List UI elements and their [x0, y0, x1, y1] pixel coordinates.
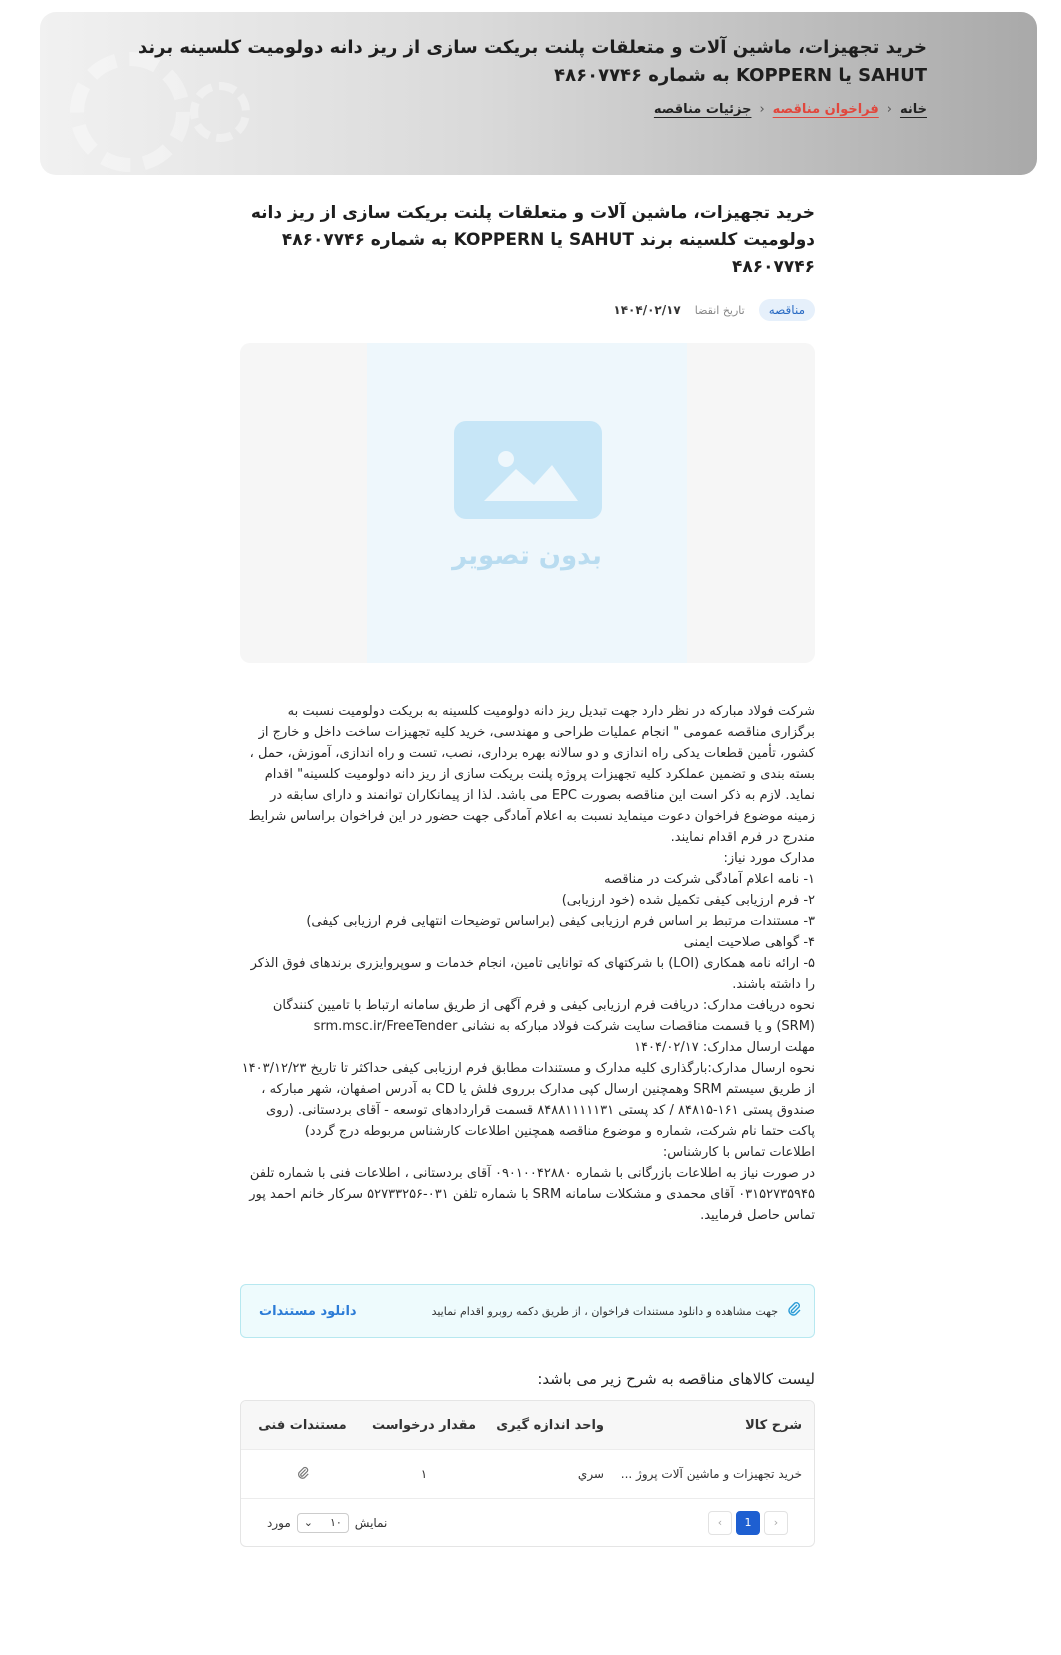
- expiry-date: ۱۴۰۴/۰۲/۱۷: [613, 303, 681, 317]
- column-header: مستندات فنی: [258, 1417, 347, 1433]
- technical-docs-cell: [241, 1466, 364, 1483]
- image-icon: [454, 421, 602, 519]
- required-doc: ۱- نامه اعلام آمادگی شرکت در مناقصه: [604, 872, 815, 887]
- breadcrumb-home[interactable]: خانه: [899, 102, 927, 117]
- post-image: [240, 343, 815, 663]
- table-header: [241, 1401, 814, 1449]
- column-header: مقدار درخواست: [371, 1417, 477, 1433]
- page-title: خرید تجهیزات، ماشین آلات و متعلقات پلنت بریکت سازی از ریز دانه دولومیت کلسینه برند SAHUT یا KOPPERN به شماره ۴۸۶۰۷۷۴۶: [138, 37, 927, 86]
- image-placeholder: [367, 343, 687, 663]
- tender-description: [240, 701, 815, 1226]
- chevron-left-icon: ‹: [759, 102, 765, 117]
- breadcrumb-current[interactable]: جزئیات مناقصه: [653, 102, 752, 117]
- goods-list-title: لیست کالاهای مناقصه به شرح زیر می باشد:: [537, 1370, 815, 1388]
- page-size-control: [267, 1513, 387, 1533]
- attachment-icon[interactable]: [296, 1469, 310, 1483]
- contact-info: در صورت نیاز به اطلاعات بازرگانی با شماره ۰۹۰۱۰۰۴۲۸۸۰ آقای بردستانی ، اطلاعات فنی با شماره تلفن ۰۳۱۵۲۷۳۵۹۴۵ آقای محمدی و مشکلات سامانه SRM با شماره تلفن ۰۳۱-۵۲۷۳۳۲۵۶ سرکار خانم احمد پور تماس حاصل فرمایید.: [249, 1166, 815, 1223]
- post-title: خرید تجهیزات، ماشین آلات و متعلقات پلنت بریکت سازی از ریز دانه دولومیت کلسینه برند SAHUT یا KOPPERN به شماره ۴۸۶۰۷۷۴۶ ۴۸۶۰۷۷۴۶: [250, 203, 815, 277]
- cell-quantity: ۱: [420, 1467, 428, 1481]
- column-header: شرح کالا: [745, 1417, 802, 1433]
- page-button[interactable]: 1: [736, 1511, 760, 1535]
- post-meta: [240, 297, 815, 323]
- send-method: نحوه ارسال مدارک:بارگذاری کلیه مدارک و مستندات مطابق فرم ارزیابی کیفی حداکثر تا تاریخ ۱۴۰۳/۱۲/۲۳ از طریق سیستم SRM وهمچنین ارسال کپی مدارک برروی فلش یا CD به آدرس اصفهان، شهر مبارکه ، صندوق پستی ۱۶۱-۸۴۸۱۵ / کد پستی ۸۴۸۸۱۱۱۱۱۳۱ قسمت قراردادهای توسعه - آقای بردستانی. (روی پاکت حتما نام شرکت، شماره و موضوع مناقصه همچنین اطلاعات کارشناس مربوطه درج گردد): [241, 1061, 815, 1139]
- required-doc: ۳- مستندات مرتبط بر اساس فرم ارزیابی کیفی (براساس توضیحات انتهایی فرم ارزیابی کیفی): [306, 914, 815, 929]
- receive-method: نحوه دریافت مدارک: دریافت فرم ارزیابی کیفی و فرم آگهی از طریق سامانه ارتباط با تامیین کنندگان (SRM) و یا قسمت مناقصات سایت شرکت فولاد مبارکه به نشانی srm.msc.ir/FreeTender: [272, 998, 815, 1034]
- column-header: واحد اندازه گیری: [496, 1417, 604, 1433]
- show-label: نمایش: [354, 1515, 388, 1530]
- breadcrumb-tenders[interactable]: فراخوان مناقصه: [772, 102, 879, 117]
- next-page-icon[interactable]: ›: [764, 1511, 788, 1535]
- download-notice: [240, 1284, 815, 1338]
- pagination: [708, 1511, 788, 1535]
- breadcrumb: [654, 102, 927, 117]
- chevron-left-icon: ‹: [886, 102, 892, 117]
- cell-unit: سري: [577, 1467, 604, 1481]
- goods-table: [240, 1400, 815, 1547]
- required-doc: ۵- ارائه نامه همکاری (LOI) با شرکتهای که توانایی تامین، انجام خدمات و سوپروایزری برندهای فوق الذکر را داشته باشند.: [250, 956, 815, 992]
- contact-heading: اطلاعات تماس با کارشناس:: [662, 1145, 815, 1160]
- item-label: مورد: [267, 1515, 291, 1530]
- table-row: [241, 1449, 814, 1498]
- required-doc: ۴- گواهی صلاحیت ایمنی: [683, 935, 815, 950]
- no-image-caption: بدون تصویر: [452, 541, 602, 571]
- gear-decoration: [190, 82, 250, 142]
- cell-description: خرید تجهیزات و ماشین آلات پروژ ...: [620, 1467, 802, 1481]
- tender-detail: [240, 200, 815, 1547]
- download-documents-link[interactable]: دانلود مستندات: [259, 1303, 357, 1319]
- intro-paragraph: شرکت فولاد مبارکه در نظر دارد جهت تبدیل ریز دانه دولومیت کلسینه به بریکت دولومیت نسبت به برگزاری مناقصه عمومی " انجام عملیات طراحی و مهندسی، خرید کلیه تجهیزات ساخت داخل و خارج از کشور، تأمین قطعات یدکی راه اندازی و دو سالانه بهره برداری، نصب، تست و راه اندازی، آموزش، حمل ، بسته بندی و تضمین عملکرد کلیه تجهیزات پروژه پلنت بریکت سازی از ریز دانه دولومیت کلسینه" اقدام نماید. لازم به ذکر است این مناقصه بصورت EPC می باشد. لذا از پیمانکاران توانمند و دارای سابقه در زمینه موضوع فراخوان دعوت مینماید نسبت به اعلام آمادگی جهت حضور در این فراخوان براساس شرایط مندرج در فرم اقدام نمایند.: [248, 704, 815, 845]
- prev-page-icon[interactable]: ‹: [708, 1511, 732, 1535]
- chevron-down-icon: ⌄: [303, 1516, 313, 1529]
- required-doc: ۲- فرم ارزیابی کیفی تکمیل شده (خود ارزیابی): [561, 893, 815, 908]
- page-size-select[interactable]: [297, 1513, 349, 1533]
- deadline: مهلت ارسال مدارک: ۱۴۰۴/۰۲/۱۷: [634, 1040, 815, 1055]
- page-size-value: ۱۰: [329, 1516, 342, 1529]
- paperclip-icon: [786, 1301, 802, 1321]
- tender-type-badge[interactable]: مناقصه: [759, 299, 815, 321]
- notice-text: جهت مشاهده و دانلود مستندات فراخوان ، از طریق دکمه روبرو اقدام نمایید: [431, 1304, 778, 1318]
- page-header-banner: [40, 12, 1037, 175]
- expiry-label: تاریخ انقضا: [694, 303, 745, 317]
- table-footer: [241, 1498, 814, 1546]
- docs-heading: مدارک مورد نیاز:: [723, 851, 815, 866]
